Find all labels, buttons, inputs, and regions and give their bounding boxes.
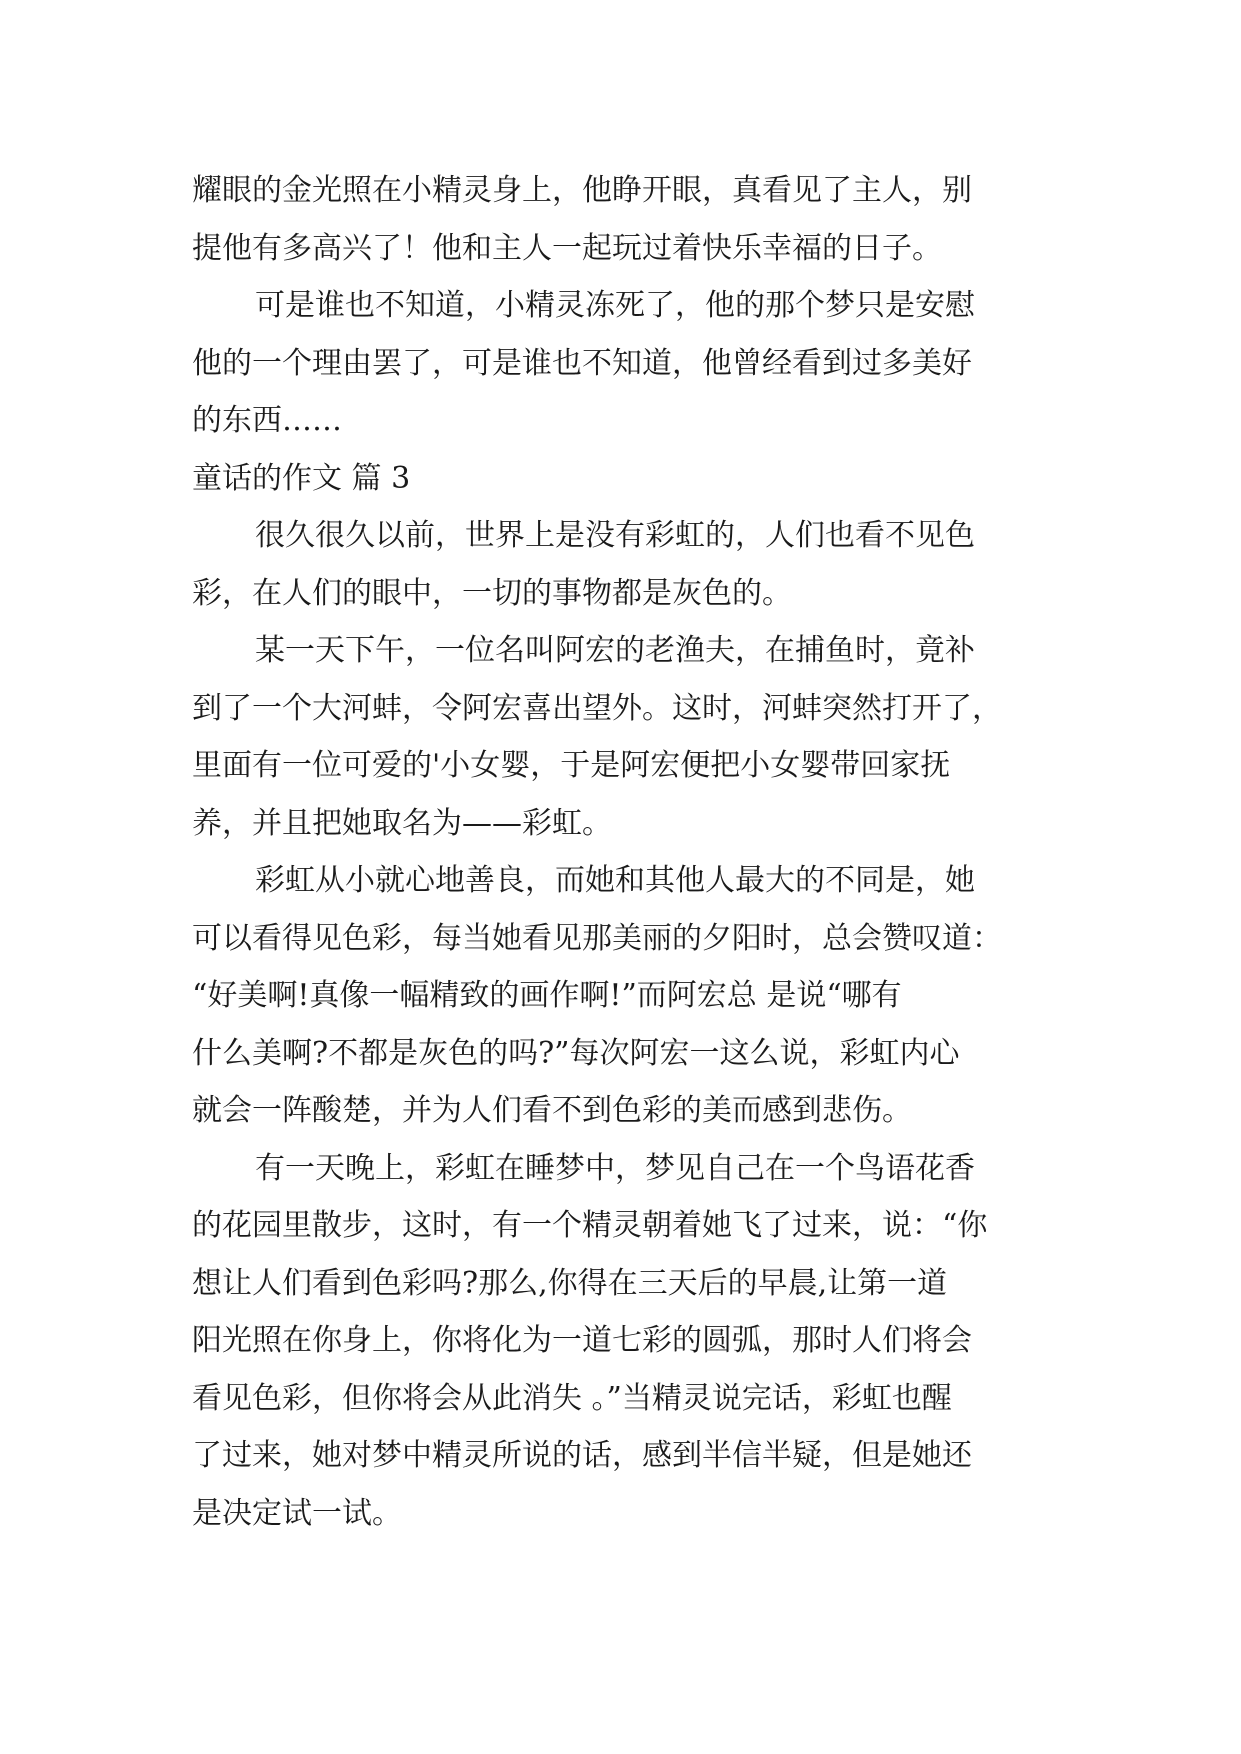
text-line: 可以看得见色彩，每当她看见那美丽的夕阳时，总会赞叹道： <box>192 920 1002 956</box>
text-line: 提他有多高兴了！他和主人一起玩过着快乐幸福的日子。 <box>192 230 942 266</box>
text-line: 的东西…… <box>192 403 342 438</box>
text-line: 阳光照在你身上，你将化为一道七彩的圆弧，那时人们将会 <box>192 1323 972 1358</box>
text-line: 的花园里散步，这时，有一个精灵朝着她飞了过来，说：“你 <box>192 1208 988 1243</box>
text-line: 有一天晚上，彩虹在睡梦中，梦见自己在一个鸟语花香 <box>255 1150 975 1186</box>
text-line: 了过来，她对梦中精灵所说的话，感到半信半疑，但是她还 <box>192 1438 972 1473</box>
text-line: 彩虹从小就心地善良，而她和其他人最大的不同是，她 <box>255 863 975 898</box>
text-line: 是决定试一试。 <box>192 1495 402 1531</box>
text-line: 到了一个大河蚌，令阿宏喜出望外。这时，河蚌突然打开了， <box>192 690 1002 726</box>
text-line: 养，并且把她取名为——彩虹。 <box>192 805 612 841</box>
text-line: 想让人们看到色彩吗?那么,你得在三天后的早晨,让第一道 <box>192 1265 948 1301</box>
text-line: 什么美啊?不都是灰色的吗?”每次阿宏一这么说，彩虹内心 <box>192 1035 960 1071</box>
text-line: 可是谁也不知道，小精灵冻死了，他的那个梦只是安慰 <box>255 288 975 323</box>
text-line: 彩，在人们的眼中，一切的事物都是灰色的。 <box>192 575 792 611</box>
text-line: 耀眼的金光照在小精灵身上，他睁开眼，真看见了主人，别 <box>192 173 972 208</box>
section-heading: 童话的作文 篇 3 <box>192 460 411 496</box>
text-line: “好美啊!真像一幅精致的画作啊!”而阿宏总 是说“哪有 <box>192 978 902 1013</box>
document-page <box>192 162 1050 1542</box>
text-line: 里面有一位可爱的'小女婴，于是阿宏便把小女婴带回家抚 <box>192 748 951 783</box>
text-line: 某一天下午，一位名叫阿宏的老渔夫，在捕鱼时，竟补 <box>255 633 975 668</box>
text-line: 很久很久以前，世界上是没有彩虹的，人们也看不见色 <box>255 518 975 553</box>
text-line: 他的一个理由罢了，可是谁也不知道，他曾经看到过多美好 <box>192 345 972 381</box>
text-line: 看见色彩，但你将会从此消失 。”当精灵说完话，彩虹也醒 <box>192 1380 952 1416</box>
text-line: 就会一阵酸楚，并为人们看不到色彩的美而感到悲伤。 <box>192 1093 912 1128</box>
